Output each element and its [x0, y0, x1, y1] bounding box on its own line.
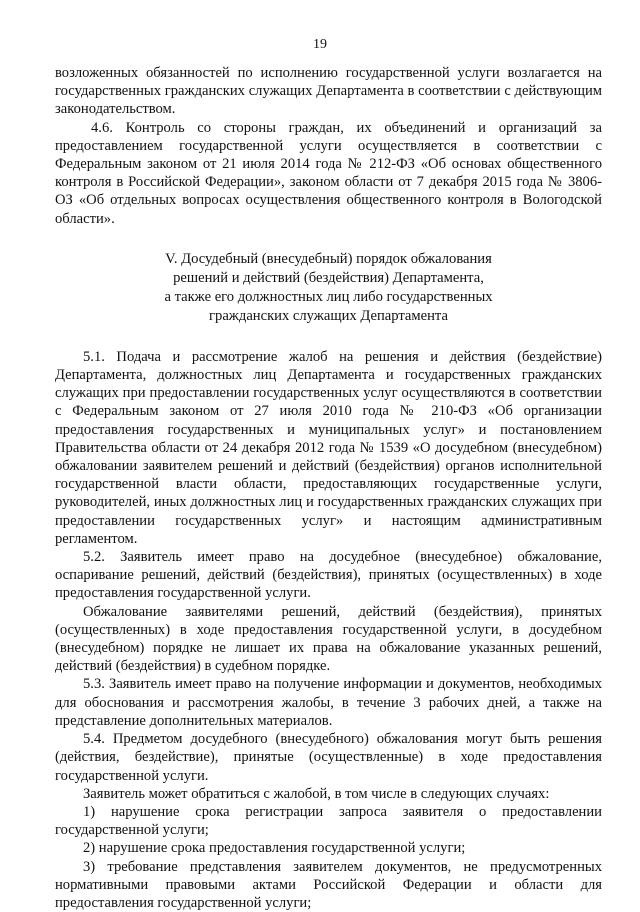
document-body	[55, 64, 602, 912]
list-item-case-2: 2) нарушение срока предоставления государственной услуги;	[83, 840, 466, 857]
paragraph-5-2-appeal: Обжалование заявителями решений, действий (бездействия), принятых (осуществленных) в ходе предоставления государственной услуги, в досудебном (внесудебном) порядке не лишает их права на обжалование указанных решений, действий (бездействия) в судебном порядке.	[55, 603, 602, 675]
section-title-line: гражданских служащих Департамента	[209, 307, 448, 324]
paragraph-cases-intro: Заявитель может обратиться с жалобой, в том числе в следующих случаях:	[83, 785, 550, 802]
paragraph-5-2: 5.2. Заявитель имеет право на досудебное (внесудебное) обжалование, оспаривание решений, действий (бездействия), принятых (осуществленных) в ходе предоставления государственной услуги.	[55, 549, 602, 602]
paragraph-5-4: 5.4. Предметом досудебного (внесудебного) обжалования могут быть решения (действия, бездействие), принятые (осуществленные) в ходе предоставления государственной услуги.	[55, 731, 602, 784]
paragraph-continuation: возложенных обязанностей по исполнению государственной услуги возлагается на государственных гражданских служащих Департамента в соответствии с действующим законодательством.	[55, 65, 602, 118]
section-v-title	[55, 250, 602, 326]
paragraph-5-3: 5.3. Заявитель имеет право на получение информации и документов, необходимых для обоснования и рассмотрения жалобы, в течение 3 рабочих дней, а также на представление дополнительных материалов.	[55, 676, 602, 729]
paragraph-5-1: 5.1. Подача и рассмотрение жалоб на решения и действия (бездействие) Департамента, должностных лиц Департамента и государственных гражданских служащих при предоставлении государственных услуг осуществляются в соответствии с Федеральным законом от 27 июля 2010 года № 210-ФЗ «Об организации предоставления государственных и муниципальных услуг» и постановлением Правительства области от 24 декабря 2012 года № 1539 «О досудебном (внесудебном) обжаловании заявителем решений и действий (бездействия) органов исполнительной государственной власти области, предоставляющих государственные услуги, руководителей, иных должностных лиц и государственных гражданских служащих при предоставлении государственных услуг» и настоящим административным регламентом.	[55, 348, 602, 547]
page-number: 19	[313, 37, 327, 52]
section-title-line: V. Досудебный (внесудебный) порядок обжалования	[165, 250, 492, 267]
section-title-line: а также его должностных лиц либо государственных	[164, 288, 493, 305]
section-title-line: решений и действий (бездействия) Департамента,	[173, 269, 484, 286]
list-item-case-3: 3) требование представления заявителем документов, не предусмотренных нормативными правовыми актами Российской Федерации и области для предоставления государственной услуги;	[55, 858, 602, 911]
list-item-case-1: 1) нарушение срока регистрации запроса заявителя о предоставлении государственной услуги;	[55, 803, 602, 839]
paragraph-4-6: 4.6. Контроль со стороны граждан, их объединений и организаций за предоставлением государственной услуги осуществляется в соответствии с Федеральным законом от 21 июля 2014 года № 212-ФЗ «Об основах общественного контроля в Российской Федерации», законом области от 7 декабря 2015 года № 3806-ОЗ «Об отдельных вопросах осуществления общественного контроля в Вологодской области».	[55, 119, 602, 227]
